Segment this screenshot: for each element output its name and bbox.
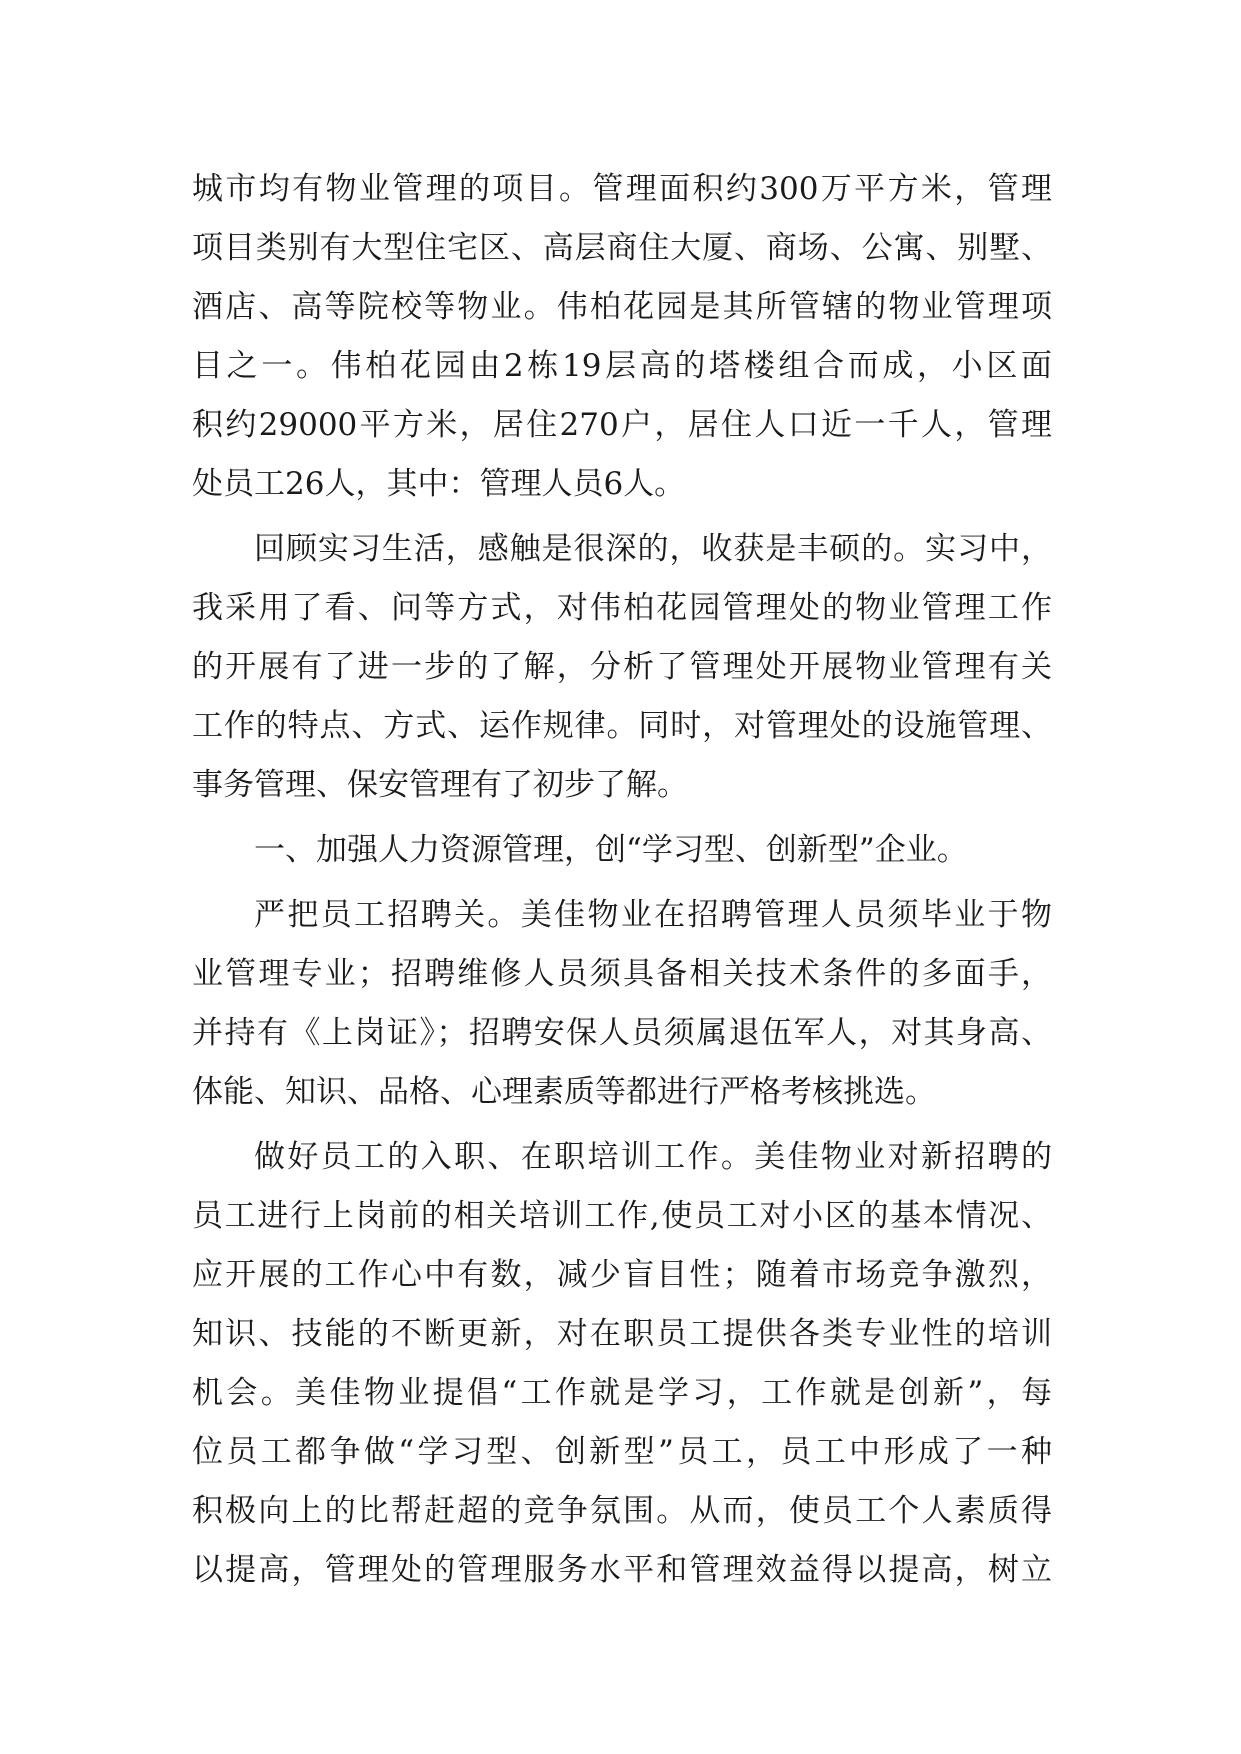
text-line: 并持有《上岗证》；招聘安保人员须属退伍军人，对其身高、 — [192, 1015, 1052, 1051]
paragraph-5 — [192, 1128, 1052, 1600]
text-line: 位员工都争做“学习型、创新型”员工，员工中形成了一种 — [192, 1434, 1052, 1470]
text-line: 严把员工招聘关。美佳物业在招聘管理人员须毕业于物 — [254, 897, 1052, 933]
text-line: 处员工26人，其中：管理人员6人。 — [192, 466, 686, 502]
text-line: 城市均有物业管理的项目。管理面积约300万平方米，管理 — [192, 171, 1052, 207]
text-line: 体能、知识、品格、心理素质等都进行严格考核挑选。 — [192, 1074, 936, 1110]
paragraph-1 — [192, 160, 1052, 514]
text-line: 酒店、高等院校等物业。伟柏花园是其所管辖的物业管理项 — [192, 289, 1052, 325]
paragraph-4 — [192, 886, 1052, 1122]
section-heading — [192, 821, 1052, 880]
text-line: 事务管理、保安管理有了初步了解。 — [192, 767, 688, 803]
paragraph-2 — [192, 520, 1052, 815]
text-line: 知识、技能的不断更新，对在职员工提供各类专业性的培训 — [192, 1316, 1052, 1352]
text-line: 工作的特点、方式、运作规律。同时，对管理处的设施管理、 — [192, 708, 1052, 744]
text-line: 回顾实习生活，感触是很深的，收获是丰硕的。实习中， — [254, 531, 1052, 567]
text-line: 的开展有了进一步的了解，分析了管理处开展物业管理有关 — [192, 649, 1052, 685]
document-body — [192, 160, 1052, 1600]
text-line: 业管理专业；招聘维修人员须具备相关技术条件的多面手， — [192, 956, 1052, 992]
text-line: 积极向上的比帮赶超的竞争氛围。从而，使员工个人素质得 — [192, 1493, 1052, 1529]
text-line: 机会。美佳物业提倡“工作就是学习，工作就是创新”，每 — [192, 1375, 1052, 1411]
text-line: 以提高，管理处的管理服务水平和管理效益得以提高，树立 — [192, 1552, 1052, 1588]
text-line: 做好员工的入职、在职培训工作。美佳物业对新招聘的 — [254, 1139, 1052, 1175]
text-line: 应开展的工作心中有数，减少盲目性；随着市场竞争激烈， — [192, 1257, 1052, 1293]
text-line: 员工进行上岗前的相关培训工作,使员工对小区的基本情况、 — [192, 1198, 1052, 1234]
text-line: 项目类别有大型住宅区、高层商住大厦、商场、公寓、别墅、 — [192, 230, 1052, 266]
section-heading-text: 一、加强人力资源管理，创“学习型、创新型”企业。 — [254, 832, 968, 868]
text-line: 积约29000平方米，居住270户，居住人口近一千人，管理 — [192, 407, 1052, 443]
text-line: 目之一。伟柏花园由2栋19层高的塔楼组合而成，小区面 — [192, 348, 1052, 384]
text-line: 我采用了看、问等方式，对伟柏花园管理处的物业管理工作 — [192, 590, 1052, 626]
